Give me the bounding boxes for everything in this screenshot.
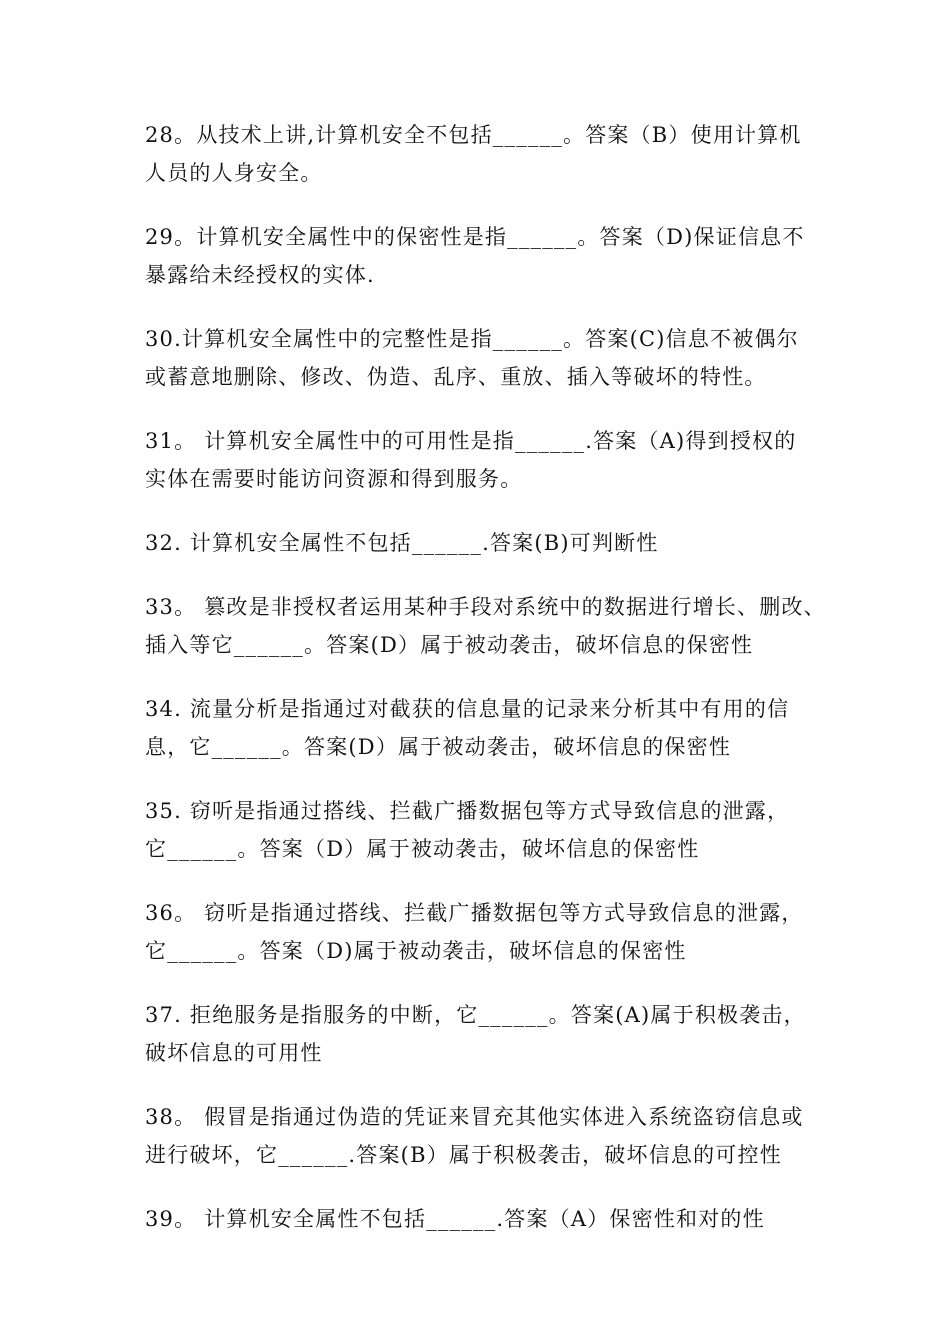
question-line: 插入等它______。答案(D）属于被动袭击，破坏信息的保密性	[145, 633, 754, 657]
question-line: 或蓄意地删除、修改、伪造、乱序、重放、插入等破坏的特性。	[145, 365, 767, 389]
question-line: 它______。答案（D）属于被动袭击，破坏信息的保密性	[145, 837, 700, 861]
question-line: 37. 拒绝服务是指服务的中断，它______。答案(A)属于积极袭击，	[145, 1003, 806, 1027]
question-32	[145, 524, 825, 562]
question-line: 暴露给未经授权的实体.	[145, 263, 375, 287]
question-line: 34. 流量分析是指通过对截获的信息量的记录来分析其中有用的信	[145, 697, 790, 721]
question-line: 39。 计算机安全属性不包括______.答案（A）保密性和对的性	[145, 1207, 765, 1231]
question-35	[145, 792, 825, 868]
question-line: 息，它______。答案(D）属于被动袭击，破坏信息的保密性	[145, 735, 732, 759]
question-line: 31。 计算机安全属性中的可用性是指______.答案（A)得到授权的	[145, 429, 797, 453]
question-line: 它______。答案（D)属于被动袭击，破坏信息的保密性	[145, 939, 687, 963]
question-line: 人员的人身安全。	[145, 161, 323, 185]
question-30	[145, 320, 825, 396]
question-39	[145, 1200, 825, 1238]
question-29	[145, 218, 825, 294]
question-line: 38。 假冒是指通过伪造的凭证来冒充其他实体进入系统盗窃信息或	[145, 1105, 804, 1129]
question-list	[145, 116, 825, 1264]
question-line: 33。 篡改是非授权者运用某种手段对系统中的数据进行增长、删改、	[145, 595, 826, 619]
question-31	[145, 422, 825, 498]
question-line: 32. 计算机安全属性不包括______.答案(B)可判断性	[145, 531, 659, 555]
question-line: 实体在需要时能访问资源和得到服务。	[145, 467, 523, 491]
question-36	[145, 894, 825, 970]
question-33	[145, 588, 825, 664]
question-38	[145, 1098, 825, 1174]
question-line: 35. 窃听是指通过搭线、拦截广播数据包等方式导致信息的泄露，	[145, 799, 790, 823]
question-line: 28。从技术上讲,计算机安全不包括______。答案（B）使用计算机	[145, 123, 802, 147]
question-line: 破坏信息的可用性	[145, 1041, 323, 1065]
question-28	[145, 116, 825, 192]
question-37	[145, 996, 825, 1072]
question-line: 29。计算机安全属性中的保密性是指______。答案（D)保证信息不	[145, 225, 805, 249]
question-line: 36。 窃听是指通过搭线、拦截广播数据包等方式导致信息的泄露，	[145, 901, 804, 925]
question-line: 进行破坏，它______.答案(B）属于积极袭击，破坏信息的可控性	[145, 1143, 782, 1167]
question-line: 30.计算机安全属性中的完整性是指______。答案(C)信息不被偶尔	[145, 327, 799, 351]
question-34	[145, 690, 825, 766]
